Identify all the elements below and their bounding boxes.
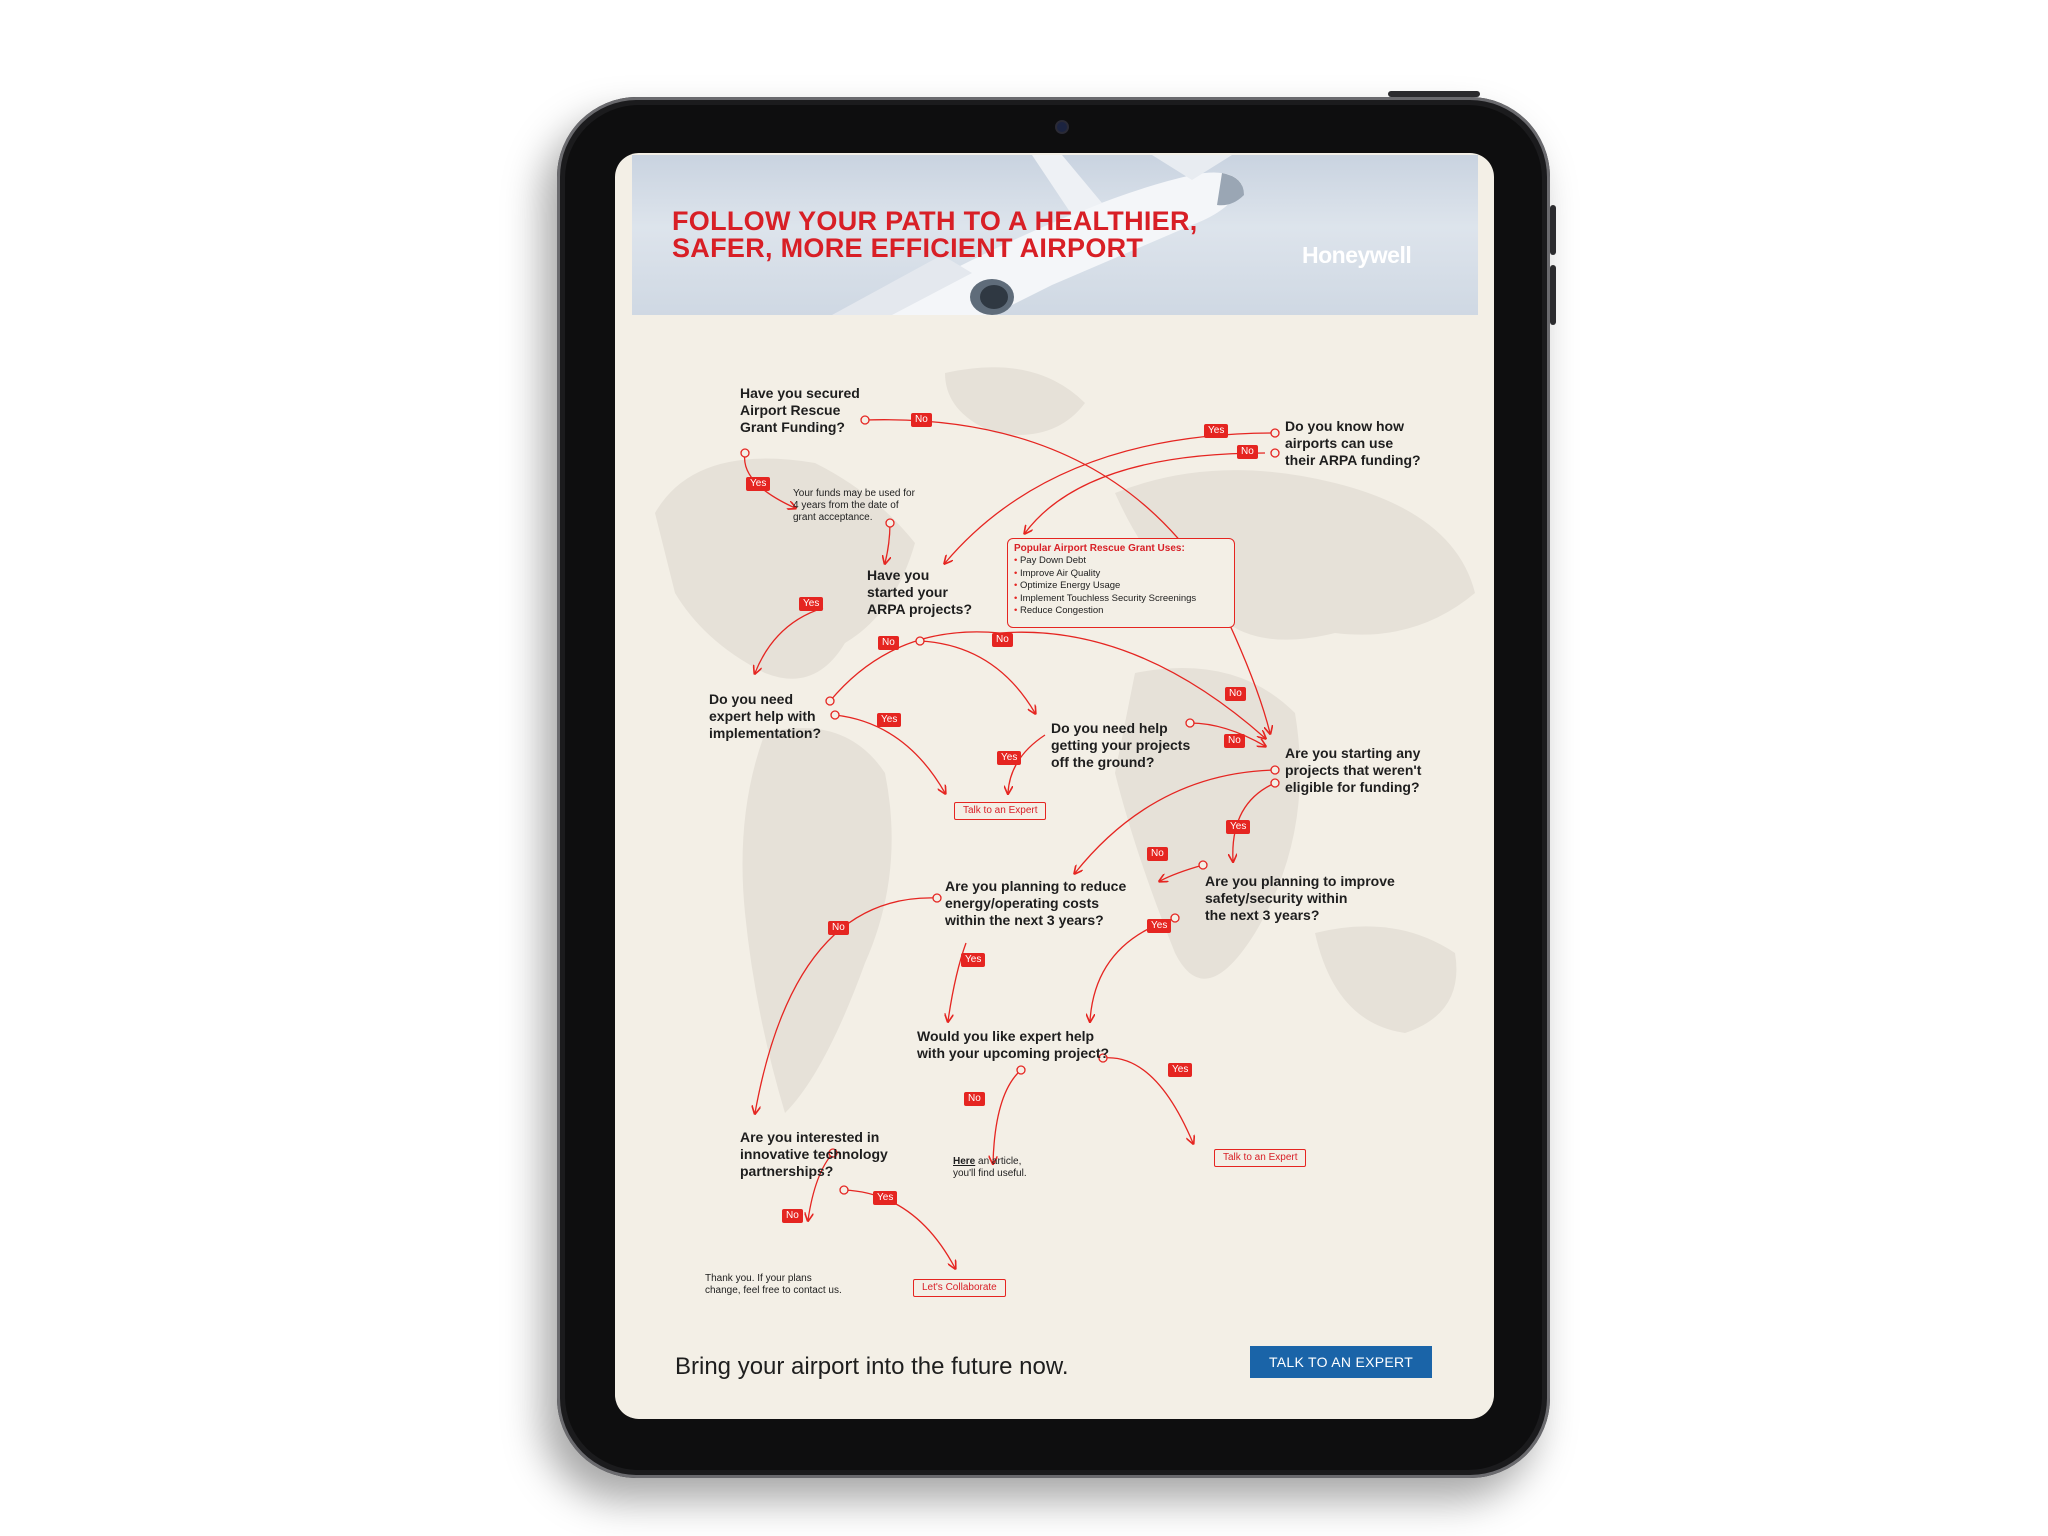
question-reduce-energy-costs: Are you planning to reduce energy/operating costs within the next 3 years? (945, 878, 1127, 928)
no-tag: No (1147, 847, 1168, 861)
no-tag: No (782, 1209, 803, 1223)
camera-icon (1055, 120, 1069, 134)
question-expert-help-upcoming: Would you like expert help with your upcoming project? (917, 1028, 1110, 1061)
question-grant-funding: Have you secured Airport Rescue Grant Funding? (740, 385, 860, 435)
yes-tag: Yes (961, 953, 985, 967)
no-tag: No (964, 1092, 985, 1106)
no-tag: No (1225, 687, 1246, 701)
question-arpa-usage: Do you know how airports can use their ARPA funding? (1285, 418, 1421, 468)
no-tag: No (1237, 445, 1258, 459)
grant-use-item: • Pay Down Debt (1014, 555, 1228, 568)
grant-uses-title: Popular Airport Rescue Grant Uses: (1014, 543, 1185, 554)
question-technology-partnerships: Are you interested in innovative technology partnerships? (740, 1129, 888, 1179)
yes-tag: Yes (873, 1191, 897, 1205)
no-tag: No (878, 636, 899, 650)
yes-tag: Yes (1226, 820, 1250, 834)
question-help-getting-started: Do you need help getting your projects off the ground? (1051, 720, 1191, 770)
no-tag: No (828, 921, 849, 935)
funds-note: Your funds may be used for 4 years from the date of grant acceptance. (793, 488, 915, 523)
banner-title: FOLLOW YOUR PATH TO A HEALTHIER, SAFER, MORE EFFICIENT AIRPORT (672, 206, 1198, 263)
question-improve-safety: Are you planning to improve safety/security within the next 3 years? (1205, 873, 1395, 923)
article-link[interactable]: Here (953, 1156, 976, 1167)
grant-use-item: • Optimize Energy Usage (1014, 580, 1228, 593)
no-tag: No (992, 633, 1013, 647)
grant-uses-box (1007, 538, 1235, 628)
talk-to-expert-button[interactable]: Talk to an Expert (1214, 1149, 1306, 1167)
yes-tag: Yes (1168, 1063, 1192, 1077)
grant-use-item: • Reduce Congestion (1014, 605, 1228, 618)
tablet-screen (615, 153, 1494, 1419)
yes-tag: Yes (1147, 919, 1171, 933)
footer-tagline: Bring your airport into the future now. (675, 1353, 1069, 1380)
no-tag: No (911, 413, 932, 427)
volume-up-button (1550, 205, 1556, 255)
question-expert-implementation: Do you need expert help with implementation? (709, 691, 822, 741)
yes-tag: Yes (799, 597, 823, 611)
talk-to-expert-cta-button[interactable]: TALK TO AN EXPERT (1250, 1346, 1432, 1378)
yes-tag: Yes (877, 713, 901, 727)
volume-down-button (1550, 265, 1556, 325)
article-note-text: an article, you'll find useful. (953, 1156, 1027, 1179)
question-started-projects: Have you started your ARPA projects? (867, 567, 973, 617)
yes-tag: Yes (746, 477, 770, 491)
no-tag: No (1224, 734, 1245, 748)
talk-to-expert-button[interactable]: Talk to an Expert (954, 802, 1046, 820)
article-note (953, 1156, 1027, 1180)
power-button (1388, 91, 1480, 97)
grant-use-item: • Improve Air Quality (1014, 568, 1228, 581)
grant-use-item: • Implement Touchless Security Screenings (1014, 593, 1228, 606)
thank-you-note: Thank you. If your plans change, feel free to contact us. (705, 1273, 842, 1296)
yes-tag: Yes (1204, 424, 1228, 438)
honeywell-logo[interactable]: Honeywell (1302, 242, 1412, 268)
yes-tag: Yes (997, 751, 1021, 765)
lets-collaborate-button[interactable]: Let's Collaborate (913, 1279, 1006, 1297)
question-non-eligible-projects: Are you starting any projects that weren't eligible for funding? (1285, 745, 1422, 795)
